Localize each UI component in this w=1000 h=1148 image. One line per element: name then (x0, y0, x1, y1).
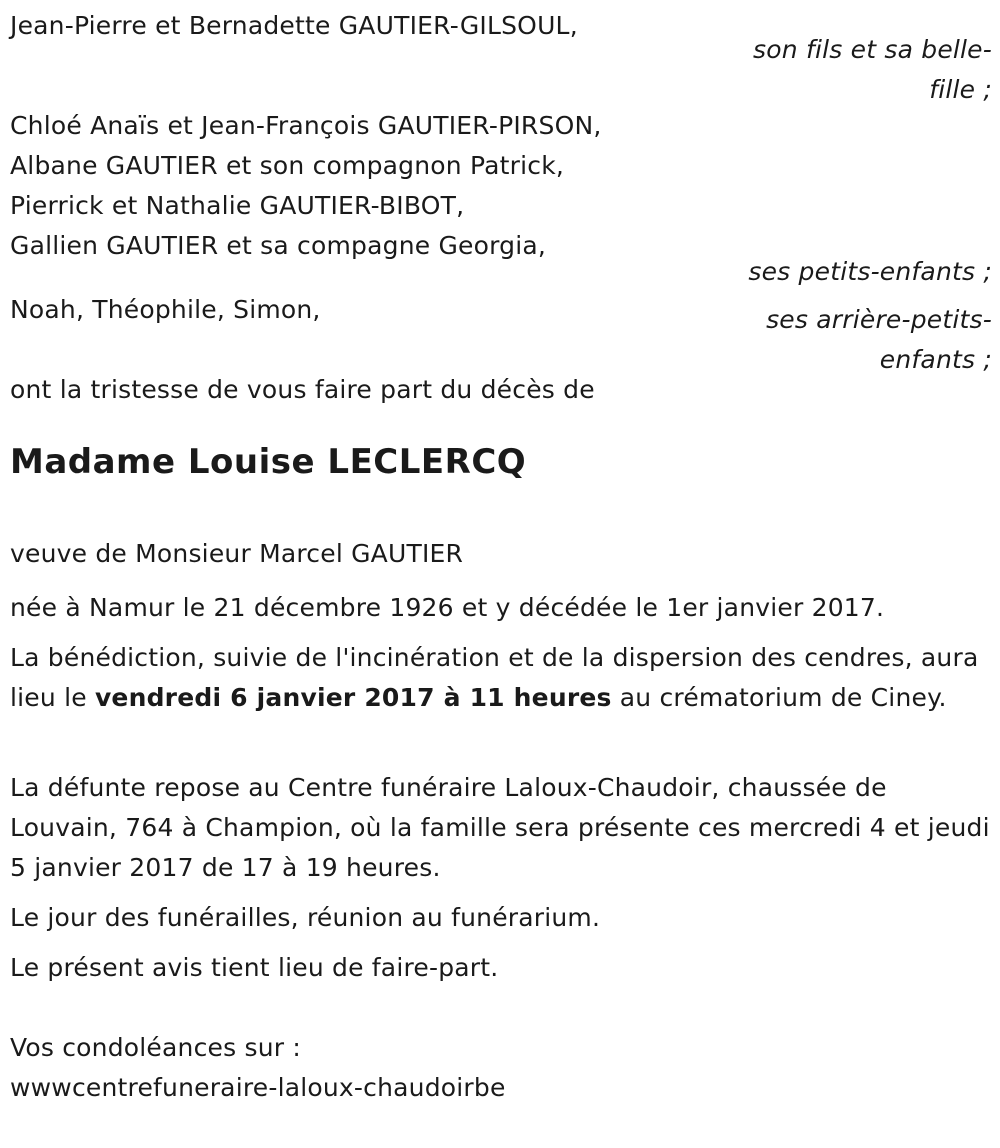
viewing-section (10, 768, 992, 898)
grandchildren-role: ses petits-enfants ; (748, 257, 992, 286)
widow-section (10, 508, 992, 588)
ceremony-datetime: vendredi 6 janvier 2017 à 11 heures (94, 683, 612, 712)
viewing-text: La défunte repose au Centre funéraire Laloux-Chaudoir, chaussée de Louvain, 764 à Champion, où la famille sera présente ces mercredi 4 et jeudi 5 janvier 2017 de 17 à 19 heures. (10, 773, 990, 882)
condolences-section (10, 1028, 992, 1108)
obituary-notice (10, 6, 992, 1146)
widow-of: veuve de Monsieur Marcel GAUTIER (10, 539, 464, 568)
son-role: son fils et sa belle-fille ; (753, 35, 992, 104)
great-grandchildren-role: ses arrière-petits-enfants ; (766, 305, 992, 374)
grandchild-line: Pierrick et Nathalie GAUTIER-BIBOT, (10, 191, 465, 220)
grandchild-line: Albane GAUTIER et son compagnon Patrick, (10, 151, 565, 180)
condolences-label: Vos condoléances sur : (10, 1033, 301, 1062)
condolences-website: wwwcentrefuneraire-laloux-chaudoirbe (10, 1073, 506, 1102)
ceremony-place: au crématorium de Ciney. (611, 683, 947, 712)
son-names: Jean-Pierre et Bernadette GAUTIER-GILSOUL, (10, 11, 578, 40)
grandchildren-section (10, 106, 992, 290)
great-grandchildren-names: Noah, Théophile, Simon, (10, 295, 321, 324)
grandchild-line: Gallien GAUTIER et sa compagne Georgia, (10, 231, 547, 260)
ceremony-section (10, 638, 992, 768)
birth-death-section (10, 588, 992, 638)
notice-text: Le présent avis tient lieu de faire-part. (10, 953, 499, 982)
deceased-name: Madame Louise LECLERCQ (10, 442, 527, 482)
birth-death-text: née à Namur le 21 décembre 1926 et y décédée le 1er janvier 2017. (10, 593, 885, 622)
ceremony-text (10, 638, 992, 718)
notice-section (10, 948, 992, 1028)
deceased-section (10, 420, 992, 508)
son-section (10, 6, 992, 106)
announcement-section (10, 370, 992, 420)
meeting-text: Le jour des funérailles, réunion au funérarium. (10, 903, 601, 932)
announcement-text: ont la tristesse de vous faire part du décès de (10, 375, 595, 404)
grandchild-line: Chloé Anaïs et Jean-François GAUTIER-PIRSON, (10, 111, 602, 140)
meeting-section (10, 898, 992, 948)
ceremony-intro: La bénédiction, suivie de l'incinération et de la dispersion des cendres, aura lieu le (10, 643, 979, 712)
great-grandchildren-section (10, 290, 992, 374)
